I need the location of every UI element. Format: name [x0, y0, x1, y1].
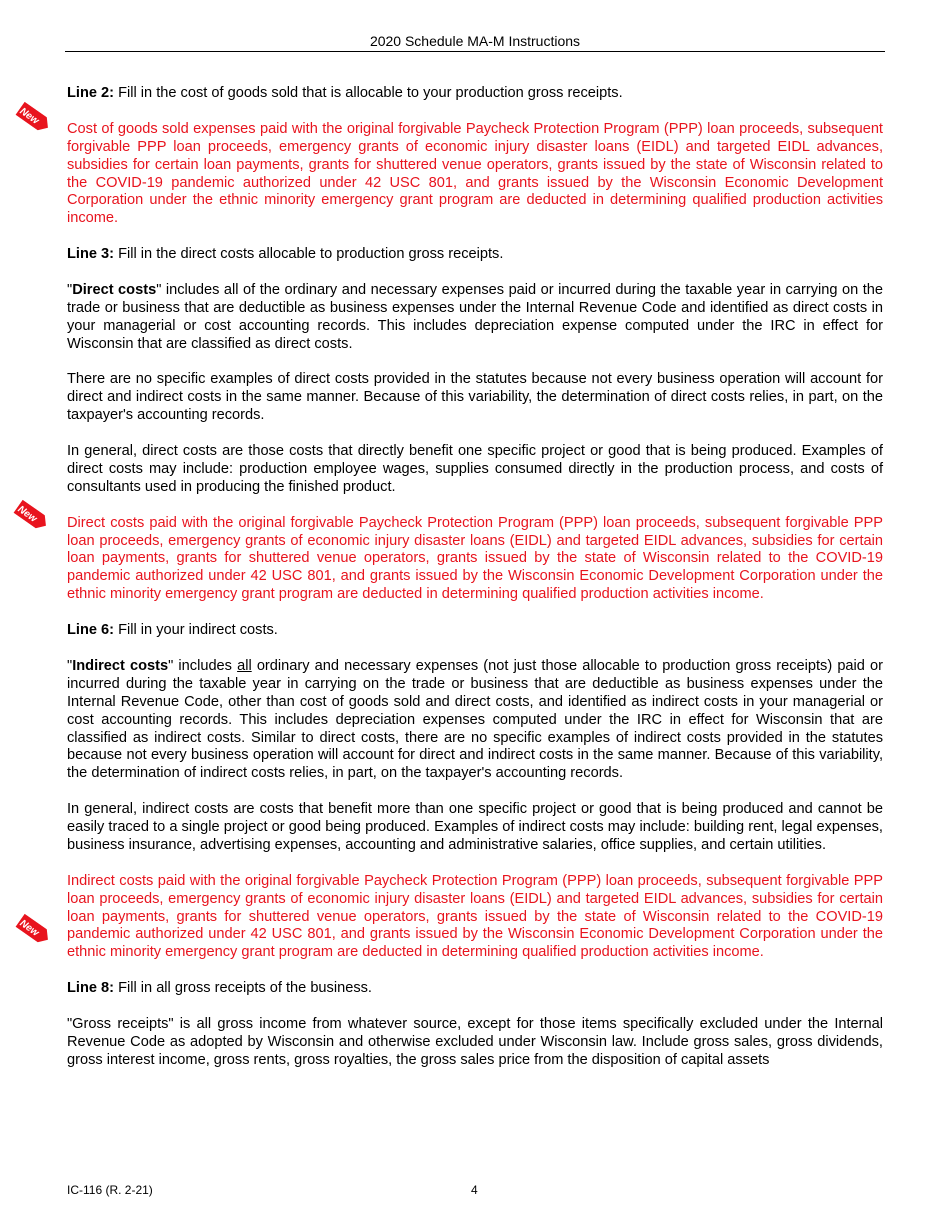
- page-number: 4: [471, 1183, 478, 1197]
- gross-receipts-definition: "Gross receipts" is all gross income from whatever source, except for those items specifically excluded under the Internal Revenue Code as adopted by Wisconsin and otherwise excluded under Wisconsin law. Include gross sales, gross dividends, gross interest income, gross rents, gross royalties, the gross sales price from the disposition of capital assets: [67, 1015, 883, 1068]
- line3-heading: Line 3: Fill in the direct costs allocable to production gross receipts.: [67, 246, 504, 263]
- line-label: Line 8:: [67, 980, 115, 997]
- new-badge-icon: [15, 102, 52, 135]
- direct-costs-definition: "Direct costs" includes all of the ordinary and necessary expenses paid or incurred during the taxable year in carrying on the trade or business that are deductible as business expenses under the Internal Revenue Code and identified as direct costs in your managerial or cost accounting records. This includes depreciation expense computed under the IRC in effect for Wisconsin that are classified as direct costs.: [67, 281, 883, 352]
- line3-new-note: Direct costs paid with the original forgivable Paycheck Protection Program (PPP) loan proceeds, subsequent forgivable PPP loan proceeds, emergency grants of economic injury disaster loans (EIDL) and targeted EIDL advances, subsidies for certain loan payments, grants for shuttered venue operators, grants issued by the state of Wisconsin related to the COVID-19 pandemic authorized under 42 USC 801, and grants issued by the Wisconsin Economic Development Corporation under the ethnic minority emergency grant program are deducted in determining qualified production activities income.: [67, 514, 883, 603]
- form-id: IC-116 (R. 2-21): [67, 1183, 153, 1197]
- line6-heading: Line 6: Fill in your indirect costs.: [67, 622, 278, 639]
- instructions-body: [67, 85, 883, 1070]
- new-badge-label: New: [17, 105, 41, 127]
- header-rule: [65, 51, 885, 52]
- new-badge-icon: [15, 914, 52, 947]
- line2-new-note: Cost of goods sold expenses paid with the original forgivable Paycheck Protection Program (PPP) loan proceeds, subsequent forgivable PPP loan proceeds, emergency grants of economic injury disaster loans (EIDL) and targeted EIDL advances, subsidies for certain loan payments, grants for shuttered venue operators, grants issued by the state of Wisconsin related to the COVID-19 pandemic authorized under 42 USC 801, and grants issued by the Wisconsin Economic Development Corporation under the ethnic minority emergency grant program are deducted in determining qualified production activities income.: [67, 120, 883, 227]
- line-label: Line 3:: [67, 246, 115, 263]
- line2-heading: Line 2: Fill in the cost of goods sold that is allocable to your production gross receipts.: [67, 85, 623, 101]
- line8-heading: Line 8: Fill in all gross receipts of the business.: [67, 980, 372, 997]
- line6-new-note: Indirect costs paid with the original forgivable Paycheck Protection Program (PPP) loan proceeds, subsequent forgivable PPP loan proceeds, emergency grants of economic injury disaster loans (EIDL) and targeted EIDL advances, subsidies for certain loan payments, grants for shuttered venue operators, grants issued by the state of Wisconsin related to the COVID-19 pandemic authorized under 42 USC 801, and grants issued by the Wisconsin Economic Development Corporation under the ethnic minority emergency grant program are deducted in determining qualified production activities income.: [67, 872, 883, 961]
- new-badge-label: New: [17, 917, 41, 939]
- new-badge-icon: [13, 500, 50, 533]
- defined-term: Indirect costs: [72, 657, 169, 674]
- line-label: Line 2:: [67, 85, 115, 101]
- new-badge-label: New: [15, 503, 39, 525]
- direct-costs-paragraph: There are no specific examples of direct costs provided in the statutes because not every business operation will account for direct and indirect costs in the same manner. Because of this variability, the determination of direct costs relies, in part, on the taxpayer's accounting records.: [67, 371, 883, 424]
- line-label: Line 6:: [67, 622, 115, 639]
- indirect-costs-examples: In general, indirect costs are costs that benefit more than one specific project or good that is being produced and cannot be easily traced to a single project or good being produced. Examples of indirect costs may include: building rent, legal expenses, business insurance, advertising expenses, accounting and administrative salaries, office supplies, and certain utilities.: [67, 801, 883, 853]
- direct-costs-examples: In general, direct costs are those costs that directly benefit one specific project or good that is being produced. Examples of direct costs may include: production employee wages, supplies consumed directly in the production process, and costs of consultants used in producing the finished product.: [67, 443, 883, 495]
- defined-term: Direct costs: [72, 281, 157, 298]
- page-header-title: 2020 Schedule MA-M Instructions: [369, 33, 581, 49]
- indirect-costs-definition: "Indirect costs" includes all ordinary and necessary expenses (not just those allocable to production gross receipts) paid or incurred during the taxable year in carrying on the trade or business that are deductible as business expenses under the Internal Revenue Code, other than cost of goods sold and direct costs, and identified as indirect costs in your managerial or cost accounting records. This includes depreciation expenses computed under the IRC in effect for Wisconsin that are classified as indirect costs. Similar to direct costs, there are no specific examples of indirect costs provided in the statutes because not every business operation will account for direct and indirect costs in the same manner. Because of this variability, the determination of indirect costs relies, in part, on the taxpayer's accounting records.: [67, 657, 883, 782]
